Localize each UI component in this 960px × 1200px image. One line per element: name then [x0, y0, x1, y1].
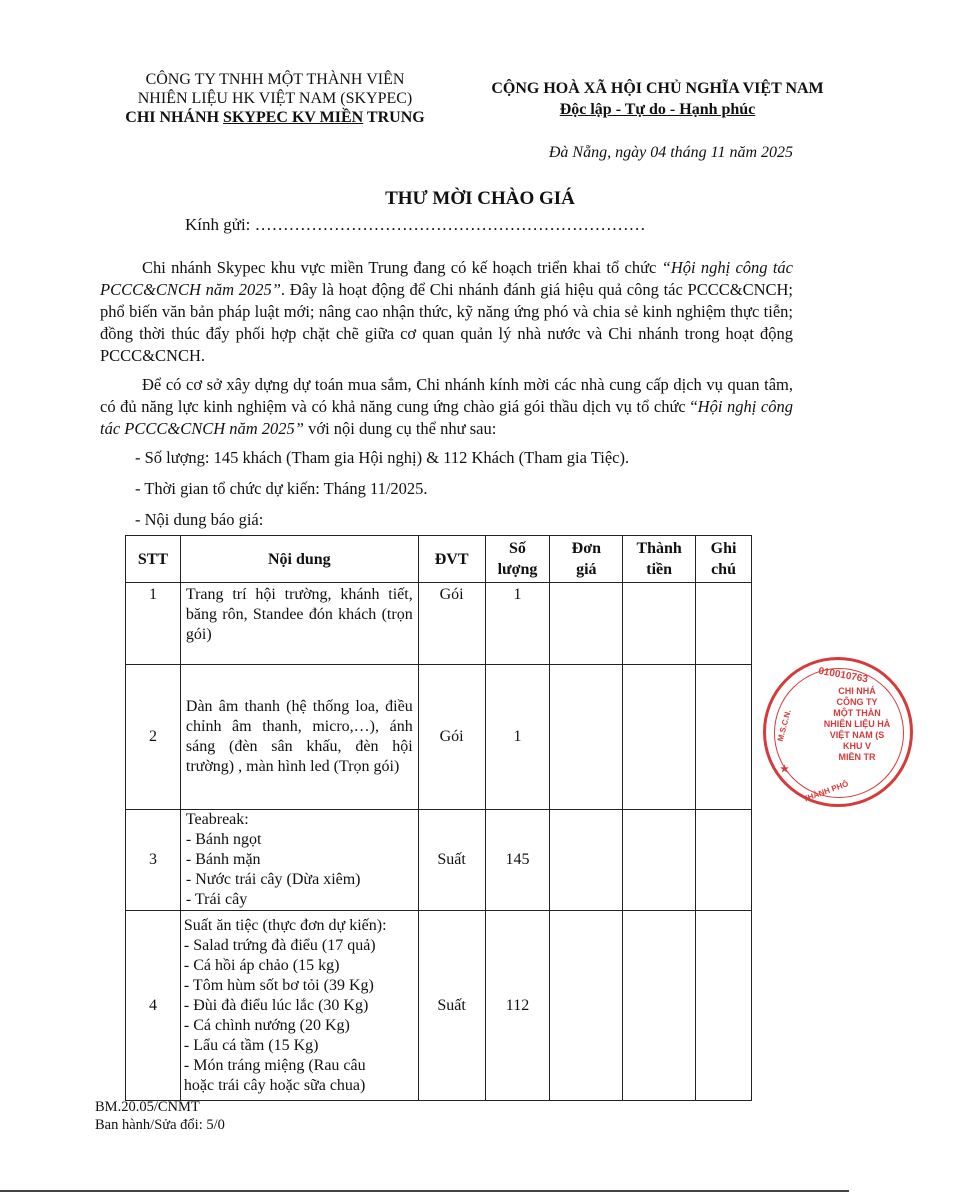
- company-seal: 010010763 CHI NHÁ CÔNG TY MỘT THÀN NHIÊN LIỆU HÀ VIỆT NAM (S KHU V MIỀN TR M.S.C.N. ★ THÀNH PHỐ: [763, 657, 913, 807]
- form-footer: [95, 1098, 225, 1134]
- intro-paragraph: Chi nhánh Skypec khu vực miền Trung đang có kế hoạch triển khai tổ chức “Hội nghị công tác PCCC&CNCH năm 2025”. Đây là hoạt động để Chi nhánh đánh giá hiệu quả công tác PCCC&CNCH; phổ biến văn bản pháp luật mới; nâng cao nhận thức, kỹ năng ứng phó và chia sẻ kinh nghiệm thực tiễn; đồng thời thúc đẩy phối hợp chặt chẽ giữa cơ quan quản lý nhà nước và Chi nhánh trong hoạt động PCCC&CNCH.: [100, 258, 793, 365]
- header-unit-price: Đơn giá: [550, 536, 623, 583]
- star-icon: ★: [780, 764, 789, 775]
- request-paragraph: Để có cơ sở xây dựng dự toán mua sắm, Chi nhánh kính mời các nhà cung cấp dịch vụ quan tâm, có đủ năng lực kinh nghiệm và có khả năng cung ứng chào giá gói thầu dịch vụ tổ chức “Hội nghị công tác PCCC&CNCH năm 2025” với nội dung cụ thể như sau:: [100, 375, 793, 438]
- company-name-line1: CÔNG TY TNHH MỘT THÀNH VIÊN: [145, 71, 405, 88]
- list-item-time: - Thời gian tổ chức dự kiến: Tháng 11/2025.: [135, 479, 428, 498]
- quote-table: [125, 535, 752, 1101]
- recipient-line: Kính gửi: ……………………………………………………………: [185, 215, 646, 234]
- national-header: [470, 78, 845, 120]
- table-header-row: [126, 536, 752, 583]
- header-note: Ghi chú: [696, 536, 752, 583]
- list-item-content: - Nội dung báo giá:: [135, 510, 264, 529]
- table-row: 2 Dàn âm thanh (hệ thống loa, điều chỉnh âm thanh, micro,…), ánh sáng (đèn sân khấu, đèn hội trường) , màn hình led (Trọn gói) Gói 1: [126, 665, 752, 810]
- header-total: Thành tiền: [623, 536, 696, 583]
- company-name-line2: NHIÊN LIỆU HK VIỆT NAM (SKYPEC): [137, 90, 413, 107]
- table-row: 1 Trang trí hội trường, khánh tiết, băng rôn, Standee đón khách (trọn gói) Gói 1: [126, 583, 752, 665]
- branch-name: CHI NHÁNH SKYPEC KV MIỀN TRUNG: [125, 109, 425, 126]
- document-title: THƯ MỜI CHÀO GIÁ: [385, 188, 575, 209]
- header-stt: STT: [126, 536, 181, 583]
- revision-info: Ban hành/Sửa đổi: 5/0: [95, 1117, 225, 1133]
- table-row: 3 Teabreak: - Bánh ngọt - Bánh mặn - Nước trái cây (Dừa xiêm) - Trái cây Suất 145: [126, 810, 752, 911]
- header-unit: ĐVT: [418, 536, 485, 583]
- header-content: Nội dung: [180, 536, 418, 583]
- bottom-divider: [0, 1190, 849, 1192]
- table-row: 4 Suất ăn tiệc (thực đơn dự kiến): - Salad trứng đà điểu (17 quả) - Cá hồi áp chảo (15 kg) - Tôm hùm sốt bơ tỏi (39 Kg) - Đùi đà điểu lúc lắc (30 Kg) - Cá chình nướng (20 Kg) - Lẩu cá tầm (15 Kg) - Món tráng miệng (Rau câu hoặc trái cây hoặc sữa chua) Suất 112: [126, 911, 752, 1101]
- country-name: CỘNG HOÀ XÃ HỘI CHỦ NGHĨA VIỆT NAM: [491, 80, 824, 97]
- document-date: Đà Nẵng, ngày 04 tháng 11 năm 2025: [548, 144, 793, 161]
- list-item-quantity: - Số lượng: 145 khách (Tham gia Hội nghị) & 112 Khách (Tham gia Tiệc).: [135, 448, 630, 467]
- header-quantity: Số lượng: [485, 536, 550, 583]
- form-code: BM.20.05/CNMT: [95, 1099, 200, 1115]
- company-header: [95, 70, 455, 127]
- letter-body: [100, 257, 793, 540]
- national-motto: Độc lập - Tự do - Hạnh phúc: [559, 101, 756, 118]
